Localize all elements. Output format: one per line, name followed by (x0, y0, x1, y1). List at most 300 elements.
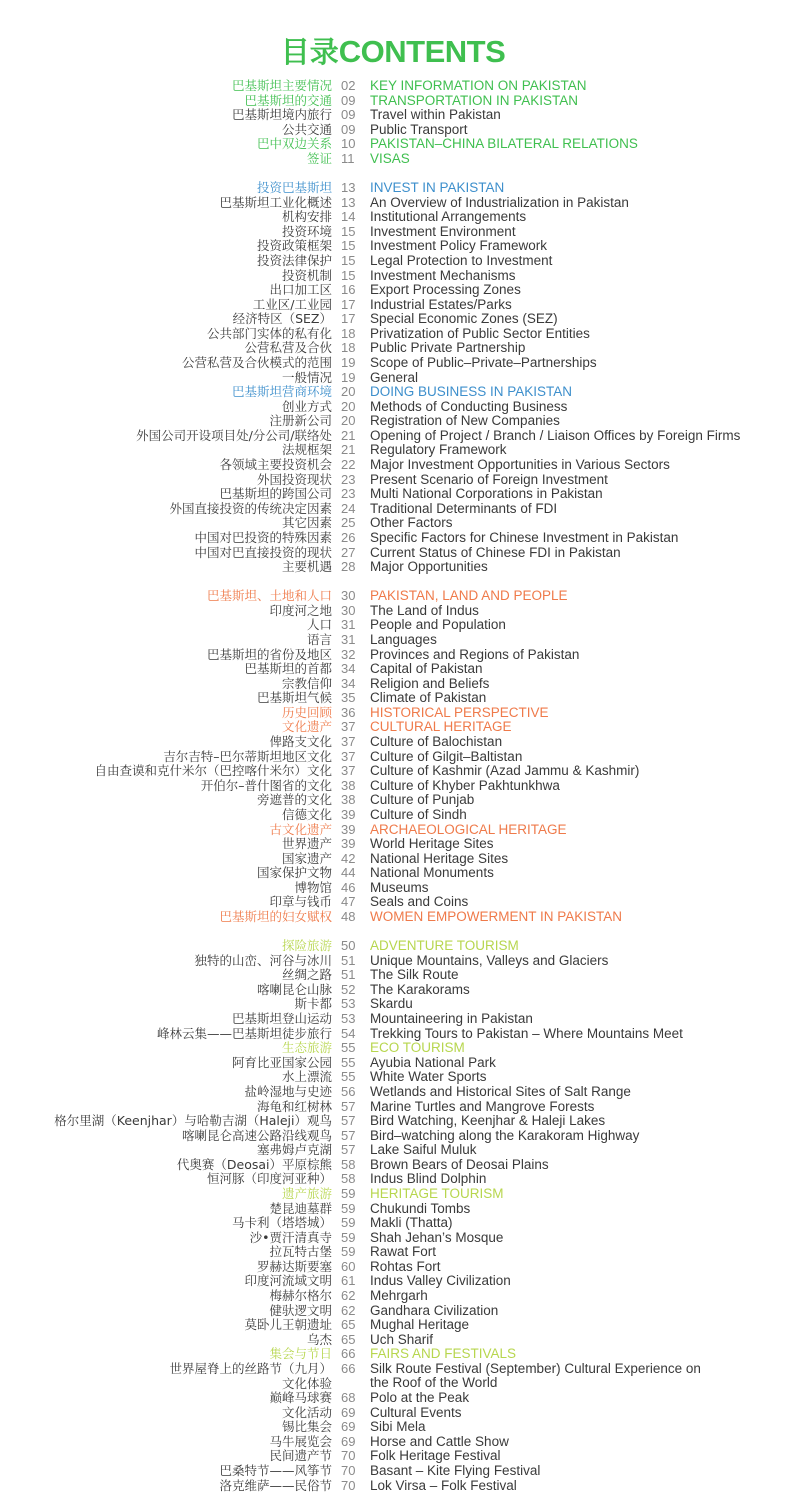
toc-entry-row (0, 1333, 786, 1348)
toc-chinese-title: 海龟和红树林 (256, 1098, 332, 1114)
toc-page-number: 50 (341, 938, 356, 954)
toc-page-number: 65 (341, 1317, 356, 1333)
toc-heading-row (0, 823, 786, 838)
toc-page-number: 30 (341, 588, 356, 604)
toc-section (0, 939, 786, 1493)
toc-chinese-title: 外国直接投资的传统决定因素 (169, 500, 332, 516)
toc-page-number: 59 (341, 1229, 356, 1245)
toc-page-number: 62 (341, 1302, 356, 1318)
toc-entry-row (0, 196, 786, 211)
toc-page-number: 31 (341, 632, 356, 647)
toc-english-title: Sibi Mela (370, 1419, 426, 1435)
toc-entry-row (0, 1274, 786, 1289)
toc-page-number: 39 (341, 821, 356, 837)
toc-section (0, 181, 786, 575)
toc-entry-row (0, 954, 786, 969)
toc-chinese-title: 集会与节日 (269, 1346, 332, 1362)
toc-page-number: 30 (341, 602, 356, 618)
toc-page-number: 20 (341, 384, 356, 400)
toc-english-title: Investment Policy Framework (370, 238, 548, 254)
toc-english-title: Marine Turtles and Mangrove Forests (370, 1098, 595, 1114)
toc-english-title: ECO TOURISM (370, 1040, 465, 1056)
toc-chinese-title: 巴基斯坦气候 (256, 690, 332, 706)
toc-english-title: Indus Valley Civilization (370, 1273, 511, 1289)
toc-entry-row (0, 502, 786, 517)
toc-entry-row (0, 371, 786, 386)
toc-english-title: Cultural Events (370, 1404, 462, 1420)
toc-english-title: General (370, 369, 419, 385)
toc-page-number: 09 (341, 92, 356, 108)
toc-english-title: Gandhara Civilization (370, 1302, 499, 1318)
toc-english-title: World Heritage Sites (370, 836, 494, 852)
toc-english-title: Investment Mechanisms (370, 267, 516, 283)
toc-chinese-title: 巴基斯坦工业化概述 (219, 194, 332, 210)
toc-chinese-title: 俾路支文化 (269, 734, 332, 750)
toc-entry-row (0, 1070, 786, 1085)
toc-page-number: 32 (341, 646, 356, 662)
toc-heading-row (0, 706, 786, 721)
toc-entry-row (0, 1172, 786, 1187)
toc-page-number: 60 (341, 1258, 356, 1274)
toc-entry-row (0, 1374, 786, 1392)
toc-chinese-title: 语言 (306, 632, 332, 647)
toc-english-title: Horse and Cattle Show (370, 1433, 509, 1449)
toc-chinese-title: 巴基斯坦主要情况 (231, 78, 332, 93)
toc-entry-row (0, 1216, 786, 1231)
toc-chinese-title: 巴基斯坦登山运动 (231, 1011, 332, 1027)
toc-chinese-title: 峰林云集——巴基斯坦徒步旅行 (156, 1025, 332, 1041)
toc-page-number: 51 (341, 967, 356, 983)
toc-entry-row (0, 1479, 786, 1494)
toc-heading-row (0, 1187, 786, 1202)
toc-page-number: 66 (341, 1346, 356, 1362)
toc-entry-row (0, 793, 786, 808)
toc-chinese-title: 塞弗姆卢克湖 (256, 1142, 332, 1158)
toc-chinese-title: 国家遗产 (281, 850, 332, 866)
toc-entry-row (0, 604, 786, 619)
toc-english-title: Capital of Pakistan (370, 661, 483, 677)
toc-english-title: Makli (Thatta) (370, 1215, 453, 1231)
toc-english-title: Export Processing Zones (370, 282, 521, 298)
toc-entry-row (0, 560, 786, 575)
toc-chinese-title: 巴基斯坦、土地和人口 (206, 588, 332, 604)
toc-english-title: ADVENTURE TOURISM (370, 938, 519, 954)
toc-chinese-title: 注册新公司 (269, 413, 332, 429)
toc-english-title: National Heritage Sites (370, 850, 509, 866)
toc-entry-row (0, 1464, 786, 1479)
toc-english-title: Mughal Heritage (370, 1317, 470, 1333)
toc-page-number: 21 (341, 427, 356, 443)
toc-entry-row (0, 123, 786, 138)
toc-page-number: 20 (341, 398, 356, 414)
toc-entry-row (0, 1260, 786, 1275)
toc-english-title: National Monuments (370, 865, 494, 881)
title-english: CONTENTS (338, 34, 506, 70)
toc-entry-row (0, 516, 786, 531)
toc-page-number: 58 (341, 1171, 356, 1187)
toc-english-title: Major Opportunities (370, 559, 488, 575)
toc-chinese-title: 罗赫达斯要塞 (256, 1258, 332, 1274)
toc-page-number: 38 (341, 792, 356, 808)
toc-english-title: Climate of Pakistan (370, 690, 487, 706)
toc-chinese-title: 巅峰马球赛 (269, 1390, 332, 1406)
toc-entry-row (0, 662, 786, 677)
toc-chinese-title: 巴基斯坦的交通 (244, 92, 332, 108)
toc-page-number: 70 (341, 1462, 356, 1478)
toc-entry-row (0, 1158, 786, 1173)
toc-chinese-title: 锡比集会 (281, 1419, 332, 1435)
section-gap (0, 925, 786, 940)
toc-entry-row (0, 691, 786, 706)
toc-page-number: 15 (341, 252, 356, 268)
toc-page-number: 37 (341, 719, 356, 735)
toc-chinese-title: 巴基斯坦的首都 (244, 661, 332, 677)
toc-chinese-title: 民间遗产节 (269, 1448, 332, 1464)
toc-page-number: 17 (341, 296, 356, 312)
toc-chinese-title: 历史回顾 (281, 704, 332, 720)
toc-page-number: 70 (341, 1477, 356, 1493)
toc-entry-row (0, 356, 786, 371)
toc-chinese-title: 巴基斯坦境内旅行 (231, 107, 332, 123)
toc-entry-row (0, 648, 786, 663)
toc-english-title: Indus Blind Dolphin (370, 1171, 487, 1187)
toc-page-number: 61 (341, 1273, 356, 1289)
toc-entry-row (0, 1231, 786, 1246)
toc-chinese-title: 投资政策框架 (256, 238, 332, 254)
toc-entry-row (0, 400, 786, 415)
toc-page-number: 55 (341, 1069, 356, 1085)
toc-english-title: FAIRS AND FESTIVALS (370, 1346, 517, 1362)
toc-english-title: Travel within Pakistan (370, 107, 501, 123)
toc-entry-row (0, 735, 786, 750)
toc-english-title: Culture of Gilgit–Baltistan (370, 748, 523, 764)
toc-chinese-title: 主要机遇 (281, 559, 332, 575)
toc-english-title: Opening of Project / Branch / Liaison Offices by Foreign Firms (370, 427, 741, 443)
toc-page-number: 42 (341, 850, 356, 866)
toc-english-title: TRANSPORTATION IN PAKISTAN (370, 92, 579, 108)
toc-chinese-title: 丝绸之路 (281, 967, 332, 983)
toc-chinese-title: 独特的山峦、河谷与冰川 (194, 952, 332, 968)
toc-page-number: 44 (341, 865, 356, 881)
toc-chinese-title: 信德文化 (281, 806, 332, 822)
toc-chinese-title: 斯卡都 (294, 996, 332, 1012)
toc-page-number: 56 (341, 1083, 356, 1099)
toc-english-title: Scope of Public–Private–Partnerships (370, 355, 597, 370)
toc-heading-row (0, 910, 786, 925)
toc-chinese-title: 人口 (306, 617, 332, 633)
toc-english-title: Major Investment Opportunities in Various Sectors (370, 457, 670, 473)
toc-english-title: CULTURAL HERITAGE (370, 719, 512, 735)
toc-page-number: 36 (341, 704, 356, 720)
toc-entry-row (0, 1391, 786, 1406)
toc-page-number: 26 (341, 529, 356, 545)
toc-entry-row (0, 1420, 786, 1435)
toc-entry-row (0, 1012, 786, 1027)
toc-chinese-title: 莫卧儿王朝遗址 (244, 1317, 332, 1333)
toc-chinese-title: 工业区/工业园 (252, 296, 332, 312)
toc-chinese-title: 印度河流域文明 (244, 1273, 332, 1289)
toc-chinese-title: 开伯尔–普什图省的文化 (200, 777, 332, 793)
toc-english-title: INVEST IN PAKISTAN (370, 180, 505, 196)
toc-chinese-title: 公营私营及合伙模式的范围 (181, 355, 332, 370)
toc-entry-row (0, 1143, 786, 1158)
toc-heading-row (0, 589, 786, 604)
toc-entry-row (0, 254, 786, 269)
toc-chinese-title: 喀喇昆仑高速公路沿线观鸟 (181, 1127, 332, 1143)
toc-entry-row (0, 779, 786, 794)
toc-entry-row (0, 1435, 786, 1450)
toc-entry-row (0, 283, 786, 298)
toc-chinese-title: 喀喇昆仑山脉 (256, 981, 332, 997)
toc-page-number: 17 (341, 311, 356, 327)
toc-page-number: 48 (341, 908, 356, 924)
toc-english-title: ARCHAEOLOGICAL HERITAGE (370, 821, 567, 837)
toc-page-number: 21 (341, 442, 356, 458)
toc-chinese-title: 其它因素 (281, 515, 332, 531)
toc-chinese-title: 印章与钱币 (269, 894, 332, 910)
toc-chinese-title: 文化遗产 (281, 719, 332, 735)
toc-entry-row (0, 1114, 786, 1129)
toc-section (0, 79, 786, 166)
toc-english-title: Current Status of Chinese FDI in Pakistan (370, 544, 621, 560)
toc-page-number: 57 (341, 1142, 356, 1158)
toc-english-title: Culture of Sindh (370, 806, 467, 822)
toc-chinese-title: 盐岭湿地与史迹 (244, 1083, 332, 1099)
toc-page-number: 59 (341, 1185, 356, 1201)
toc-entry-row (0, 895, 786, 910)
toc-page-number: 22 (341, 457, 356, 473)
toc-entry-row (0, 327, 786, 342)
toc-page-number: 15 (341, 238, 356, 254)
toc-english-title: Specific Factors for Chinese Investment in Pakistan (370, 529, 679, 545)
toc-english-title: Culture of Balochistan (370, 734, 503, 750)
toc-entry-row (0, 1129, 786, 1144)
toc-page-number: 34 (341, 661, 356, 677)
toc-english-title: WOMEN EMPOWERMENT IN PAKISTAN (370, 908, 623, 924)
toc-page-number: 25 (341, 515, 356, 531)
toc-chinese-title: 公共交通 (281, 121, 332, 137)
toc-chinese-title: 中国对巴投资的特殊因素 (194, 529, 332, 545)
toc-page-number: 38 (341, 777, 356, 793)
toc-chinese-title: 巴基斯坦的省份及地区 (206, 646, 332, 662)
toc-english-title: Institutional Arrangements (370, 209, 527, 225)
toc-chinese-title: 文化活动 (281, 1404, 332, 1420)
toc-heading-row (0, 1347, 786, 1362)
toc-page-number: 69 (341, 1404, 356, 1420)
toc-chinese-title: 水上漂流 (281, 1069, 332, 1085)
toc-entry-row (0, 1100, 786, 1115)
toc-page-number: 66 (341, 1360, 356, 1376)
toc-chinese-title: 机构安排 (281, 209, 332, 225)
toc-page-number: 47 (341, 894, 356, 910)
toc-chinese-title: 阿育比亚国家公园 (231, 1054, 332, 1070)
toc-entry-row (0, 487, 786, 502)
toc-page-number: 53 (341, 1011, 356, 1027)
toc-page-number: 13 (341, 194, 356, 210)
toc-english-title: Trekking Tours to Pakistan – Where Mountains Meet (370, 1025, 683, 1041)
toc-chinese-title: 古文化遗产 (269, 821, 332, 837)
toc-heading-row (0, 94, 786, 109)
toc-english-title: Regulatory Framework (370, 442, 507, 458)
toc-entry-row (0, 1027, 786, 1042)
toc-english-title: Unique Mountains, Valleys and Glaciers (370, 952, 609, 968)
toc-english-title: Silk Route Festival (September) Cultural Experience on (370, 1360, 701, 1376)
toc-english-title: The Karakorams (370, 981, 470, 997)
toc-english-title: Folk Heritage Festival (370, 1448, 501, 1464)
toc-heading-row (0, 137, 786, 152)
toc-chinese-title: 沙•贾汗清真寺 (249, 1229, 332, 1245)
toc-english-title: Museums (370, 879, 429, 895)
toc-page-number: 65 (341, 1331, 356, 1347)
toc-page-number: 59 (341, 1200, 356, 1216)
toc-entry-row (0, 239, 786, 254)
toc-entry-row (0, 968, 786, 983)
toc-english-title: Wetlands and Historical Sites of Salt Range (370, 1083, 631, 1099)
toc-english-title: Culture of Punjab (370, 792, 475, 808)
toc-chinese-title: 宗教信仰 (281, 675, 332, 691)
toc-page-number: 27 (341, 544, 356, 560)
toc-heading-row (0, 181, 786, 196)
toc-chinese-title: 拉瓦特古堡 (269, 1244, 332, 1260)
toc-page-number: 57 (341, 1113, 356, 1129)
toc-english-title: White Water Sports (370, 1069, 487, 1085)
toc-english-title: Skardu (370, 996, 413, 1012)
toc-page-number: 37 (341, 734, 356, 750)
toc-chinese-title: 公共部门实体的私有化 (206, 325, 332, 341)
toc-chinese-title: 恒河豚（印度河亚种） (206, 1171, 332, 1187)
toc-english-title: Bird–watching along the Karakoram Highway (370, 1127, 640, 1143)
toc-entry-row (0, 1289, 786, 1304)
toc-chinese-title: 健驮逻文明 (269, 1302, 332, 1318)
toc-chinese-title: 国家保护文物 (256, 865, 332, 881)
toc-page-number: 39 (341, 836, 356, 852)
toc-english-title: Industrial Estates/Parks (370, 296, 512, 312)
toc-page-number: 10 (341, 136, 356, 152)
toc-english-title: An Overview of Industrialization in Pakistan (370, 194, 629, 210)
toc-chinese-title: 出口加工区 (269, 282, 332, 298)
toc-english-title: Religion and Beliefs (370, 675, 490, 691)
toc-chinese-title: 巴桑特节——风筝节 (219, 1462, 332, 1478)
toc-entry-row (0, 837, 786, 852)
toc-entry-row (0, 531, 786, 546)
toc-chinese-title: 探险旅游 (281, 938, 332, 954)
toc-page-number: 09 (341, 107, 356, 123)
toc-chinese-title: 洛克维萨——民俗节 (219, 1477, 332, 1493)
toc-page-number: 69 (341, 1419, 356, 1435)
toc-page-number: 58 (341, 1156, 356, 1172)
toc-page-number: 34 (341, 675, 356, 691)
toc-chinese-title: 签证 (306, 150, 332, 166)
toc-entry-row (0, 1304, 786, 1319)
toc-entry-row (0, 108, 786, 123)
toc-english-title: Methods of Conducting Business (370, 398, 568, 414)
toc-page-number: 11 (341, 150, 355, 166)
toc-english-title: Mehrgarh (370, 1288, 428, 1304)
toc-page-number: 35 (341, 690, 356, 706)
toc-english-title: Investment Environment (370, 223, 516, 239)
toc-entry-row (0, 1085, 786, 1100)
toc-english-title: The Silk Route (370, 967, 459, 983)
toc-chinese-title: 外国公司开设项目处/分公司/联络处 (136, 427, 332, 443)
toc-entry-row (0, 1056, 786, 1071)
toc-heading-row (0, 1041, 786, 1056)
toc-entry-row (0, 341, 786, 356)
toc-entry-row (0, 750, 786, 765)
toc-chinese-title: 巴基斯坦的妇女赋权 (219, 908, 332, 924)
section-gap (0, 166, 786, 181)
toc-page-number: 68 (341, 1390, 356, 1406)
toc-english-title: PAKISTAN, LAND AND PEOPLE (370, 588, 568, 604)
toc-chinese-title: 印度河之地 (269, 602, 332, 618)
toc-english-title: Legal Protection to Investment (370, 252, 553, 268)
toc-english-title: Basant – Kite Flying Festival (370, 1462, 541, 1478)
toc-page-number: 13 (341, 180, 356, 196)
toc-english-title: the Roof of the World (370, 1374, 498, 1390)
toc-entry-row (0, 618, 786, 633)
toc-chinese-title: 乌杰 (306, 1331, 332, 1347)
toc-page-number: 70 (341, 1448, 356, 1464)
toc-entry-row (0, 1245, 786, 1260)
toc-entry-row (0, 225, 786, 240)
toc-chinese-title: 投资机制 (281, 267, 332, 283)
toc-entry-row (0, 633, 786, 648)
toc-entry-row (0, 852, 786, 867)
toc-english-title: Ayubia National Park (370, 1054, 496, 1070)
toc-english-title: Brown Bears of Deosai Plains (370, 1156, 549, 1172)
toc-english-title: Present Scenario of Foreign Investment (370, 471, 608, 487)
toc-page-number: 16 (341, 282, 356, 298)
toc-page-number: 55 (341, 1054, 356, 1070)
toc-page-number: 18 (341, 325, 356, 341)
toc-english-title: Chukundi Tombs (370, 1200, 471, 1216)
toc-english-title: Public Transport (370, 121, 468, 137)
toc-english-title: Other Factors (370, 515, 453, 531)
toc-english-title: Special Economic Zones (SEZ) (370, 311, 558, 327)
toc-page-number: 15 (341, 223, 356, 239)
toc-english-title: VISAS (370, 150, 410, 166)
toc-entry-row (0, 677, 786, 692)
toc-entry-row (0, 414, 786, 429)
toc-entry-row (0, 298, 786, 313)
toc-chinese-title: 投资巴基斯坦 (256, 180, 332, 196)
section-gap (0, 575, 786, 590)
toc-entry-row (0, 269, 786, 284)
toc-entry-row (0, 312, 786, 327)
toc-chinese-title: 经济特区（SEZ） (232, 311, 332, 327)
toc-chinese-title: 格尔里湖（Keenjhar）与哈勒吉湖（Haleji）观鸟 (54, 1113, 332, 1129)
toc-chinese-title: 法规框架 (281, 442, 332, 458)
toc-english-title: Languages (370, 632, 437, 647)
toc-chinese-title: 马牛展览会 (269, 1433, 332, 1449)
toc-chinese-title: 旁遮普的文化 (256, 792, 332, 808)
toc-english-title: Multi National Corporations in Pakistan (370, 486, 603, 502)
toc-english-title: Bird Watching, Keenjhar & Haleji Lakes (370, 1113, 606, 1129)
toc-page-number: 19 (341, 355, 356, 370)
toc-page-number: 02 (341, 78, 356, 93)
title-chinese: 目录 (280, 35, 339, 70)
toc-page-number: 23 (341, 486, 356, 502)
toc-entry-row (0, 546, 786, 561)
toc-chinese-title: 一般情况 (281, 369, 332, 385)
toc-chinese-title: 巴中双边关系 (256, 136, 332, 152)
toc-page-number: 14 (341, 209, 356, 225)
toc-chinese-title: 投资环境 (281, 223, 332, 239)
toc-chinese-title: 梅赫尔格尔 (269, 1288, 332, 1304)
toc-page-number: 51 (341, 952, 356, 968)
toc-page-number: 37 (341, 763, 356, 779)
toc-chinese-title: 代奥赛（Deosai）平原棕熊 (176, 1156, 332, 1172)
toc-english-title: Polo at the Peak (370, 1390, 470, 1406)
